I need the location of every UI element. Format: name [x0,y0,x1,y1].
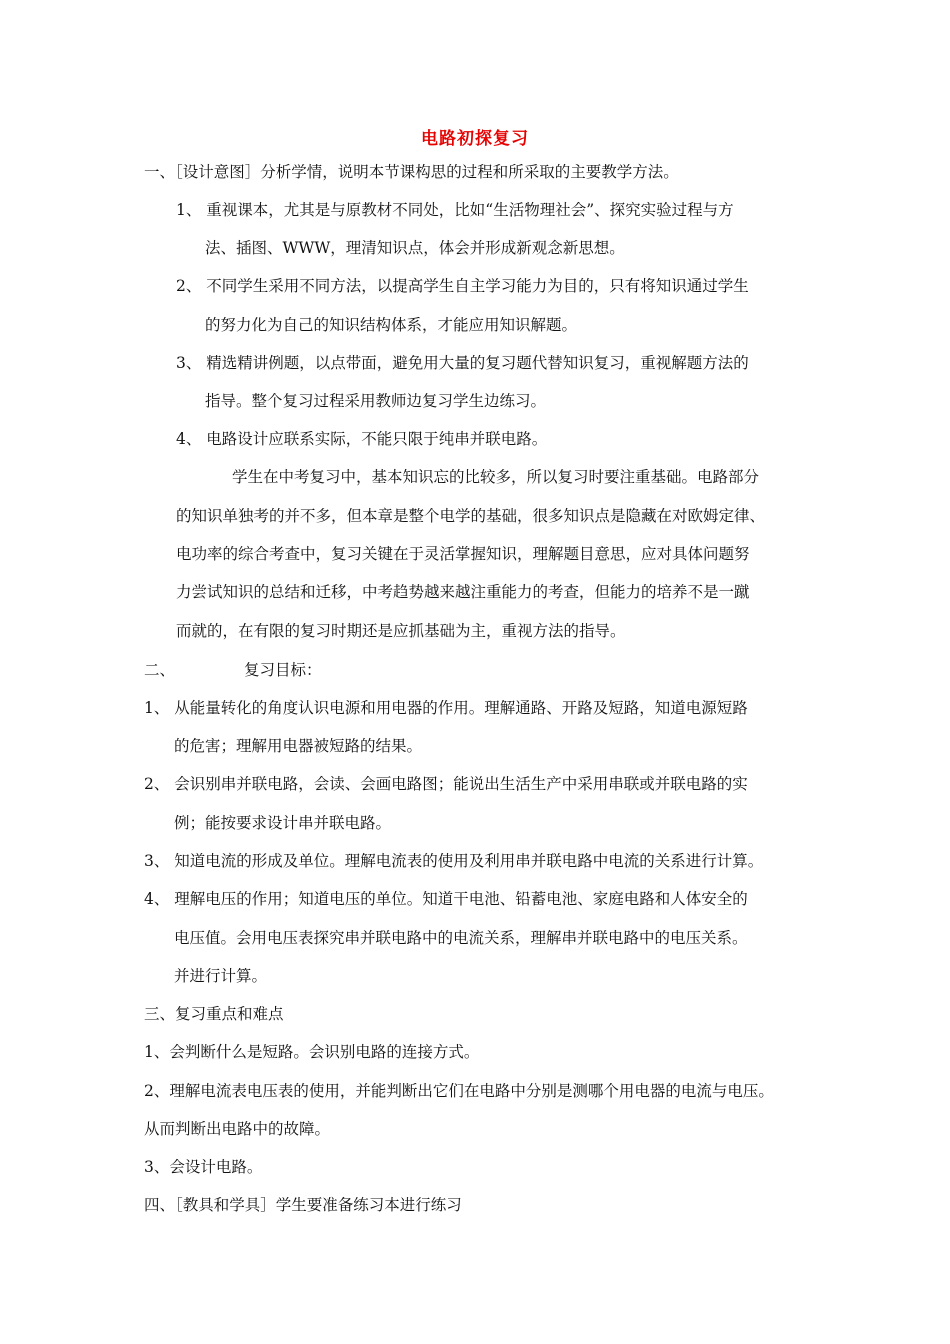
section1-item1-line1: 1、 重视课本，尤其是与原教材不同处，比如“生活物理社会”、探究实验过程与方 [176,201,734,219]
section1-item4: 4、 电路设计应联系实际，不能只限于纯串并联电路。 [176,430,548,448]
section1-item2-line2: 的努力化为自己的知识结构体系，才能应用知识解题。 [205,316,578,334]
section4-heading: 四、［教具和学具］学生要准备练习本进行练习 [144,1196,462,1214]
section3-item2-line2: 从而判断出电路中的故障。 [144,1120,331,1138]
section1-paragraph-line4: 力尝试知识的总结和迁移，中考趋势越来越注重能力的考查，但能力的培养不是一蹴 [176,583,750,601]
section2-item1-line1: 1、 从能量转化的角度认识电源和用电器的作用。理解通路、开路及短路，知道电源短路 [144,699,748,717]
section2-item4-line1: 4、 理解电压的作用；知道电压的单位。知道干电池、铅蓄电池、家庭电路和人体安全的 [144,890,748,908]
section2-item2-line2: 例；能按要求设计串并联电路。 [174,814,392,832]
section1-heading: 一、［设计意图］分析学情，说明本节课构思的过程和所采取的主要教学方法。 [144,163,679,181]
section2-item2-line1: 2、 会识别串并联电路，会读、会画电路图；能说出生活生产中采用串联或并联电路的实 [144,775,748,793]
section2-item3: 3、 知道电流的形成及单位。理解电流表的使用及利用串并联电路中电流的关系进行计算。 [144,852,764,870]
section2-number: 二、 [144,661,176,679]
section1-paragraph-line2: 的知识单独考的并不多，但本章是整个电学的基础，很多知识点是隐藏在对欧姆定律、 [176,507,766,525]
section2-item4-line3: 并进行计算。 [174,967,268,985]
section2-heading: 复习目标： [244,661,322,679]
section1-item3-line1: 3、 精选精讲例题，以点带面，避免用大量的复习题代替知识复习，重视解题方法的 [176,354,749,372]
section3-item2-line1: 2、理解电流表电压表的使用，并能判断出它们在电路中分别是测哪个用电器的电流与电压。 [144,1082,774,1100]
section1-paragraph-line5: 而就的，在有限的复习时期还是应抓基础为主，重视方法的指导。 [176,622,626,640]
section1-item2-line1: 2、 不同学生采用不同方法，以提高学生自主学习能力为目的，只有将知识通过学生 [176,277,749,295]
section1-paragraph-line3: 电功率的综合考查中，复习关键在于灵活掌握知识，理解题目意思，应对具体问题努 [176,545,750,563]
section1-item1-line2: 法、插图、WWW，理清知识点，体会并形成新观念新思想。 [205,239,625,257]
section2-item4-line2: 电压值。会用电压表探究串并联电路中的电流关系，理解串并联电路中的电压关系。 [174,929,748,947]
section1-item3-line2: 指导。整个复习过程采用教师边复习学生边练习。 [205,392,547,410]
section3-item3: 3、会设计电路。 [144,1158,263,1176]
section3-heading: 三、复习重点和难点 [144,1005,284,1023]
section3-item1: 1、会判断什么是短路。会识别电路的连接方式。 [144,1043,480,1061]
section2-item1-line2: 的危害；理解用电器被短路的结果。 [174,737,423,755]
document-title: 电路初探复习 [421,129,529,149]
section1-paragraph-line1: 学生在中考复习中，基本知识忘的比较多，所以复习时要注重基础。电路部分 [232,468,760,486]
